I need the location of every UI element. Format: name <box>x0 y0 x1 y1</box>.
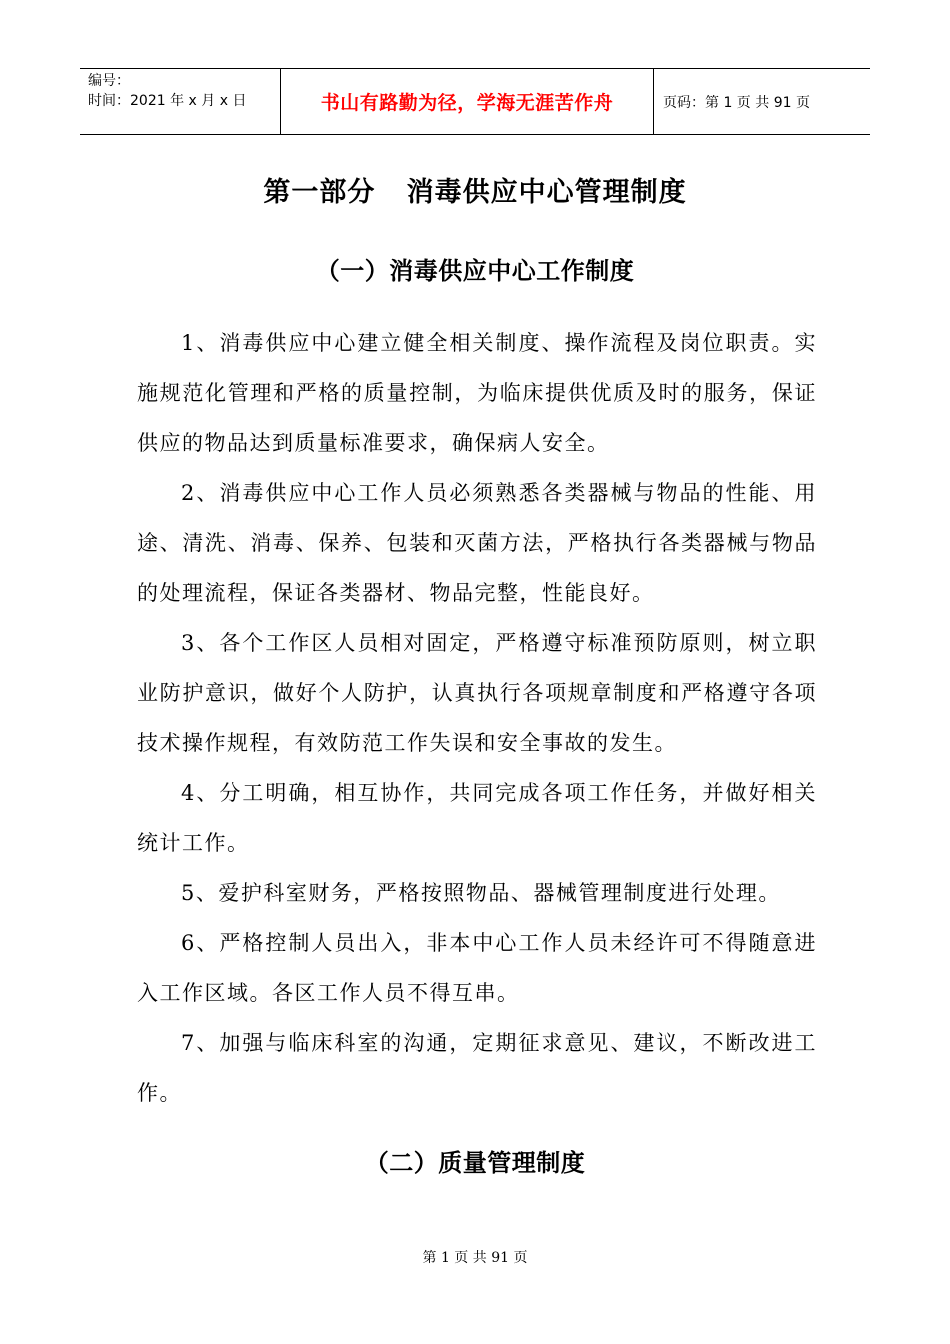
paragraph-7: 7、加强与临床科室的沟通，定期征求意见、建议，不断改进工作。 <box>137 1031 817 1105</box>
paragraph-6: 6、严格控制人员出入，非本中心工作人员未经许可不得随意进入工作区域。各区工作人员不得互串。 <box>137 931 817 1005</box>
header-motto: 书山有路勤为径，学海无涯苦作舟 <box>281 69 654 134</box>
body-text <box>137 318 817 1118</box>
page-footer: 第 1 页 共 91 页 <box>422 1250 528 1266</box>
paragraph-2: 2、消毒供应中心工作人员必须熟悉各类器械与物品的性能、用途、清洗、消毒、保养、包装和灭菌方法，严格执行各类器械与物品的处理流程，保证各类器材、物品完整，性能良好。 <box>137 481 817 605</box>
paragraph-3: 3、各个工作区人员相对固定，严格遵守标准预防原则，树立职业防护意识，做好个人防护，认真执行各项规章制度和严格遵守各项技术操作规程，有效防范工作失误和安全事故的发生。 <box>137 631 817 755</box>
header-meta <box>80 69 281 134</box>
section-title-2: （二）质量管理制度 <box>364 1149 586 1177</box>
header-page-info: 页码：第 1 页 共 91 页 <box>663 94 810 111</box>
document-header <box>80 68 870 135</box>
time-label: 时间：2021 年 x 月 x 日 <box>88 93 247 109</box>
paragraph-1: 1、消毒供应中心建立健全相关制度、操作流程及岗位职责。实施规范化管理和严格的质量控制，为临床提供优质及时的服务，保证供应的物品达到质量标准要求，确保病人安全。 <box>137 331 817 455</box>
paragraph-5: 5、爱护科室财务，严格按照物品、器械管理制度进行处理。 <box>181 881 781 905</box>
section-title-1: （一）消毒供应中心工作制度 <box>315 257 635 285</box>
number-label: 编号： <box>88 73 130 89</box>
part-title: 第一部分 消毒供应中心管理制度 <box>263 177 687 208</box>
paragraph-4: 4、分工明确，相互协作，共同完成各项工作任务，并做好相关统计工作。 <box>137 781 817 855</box>
